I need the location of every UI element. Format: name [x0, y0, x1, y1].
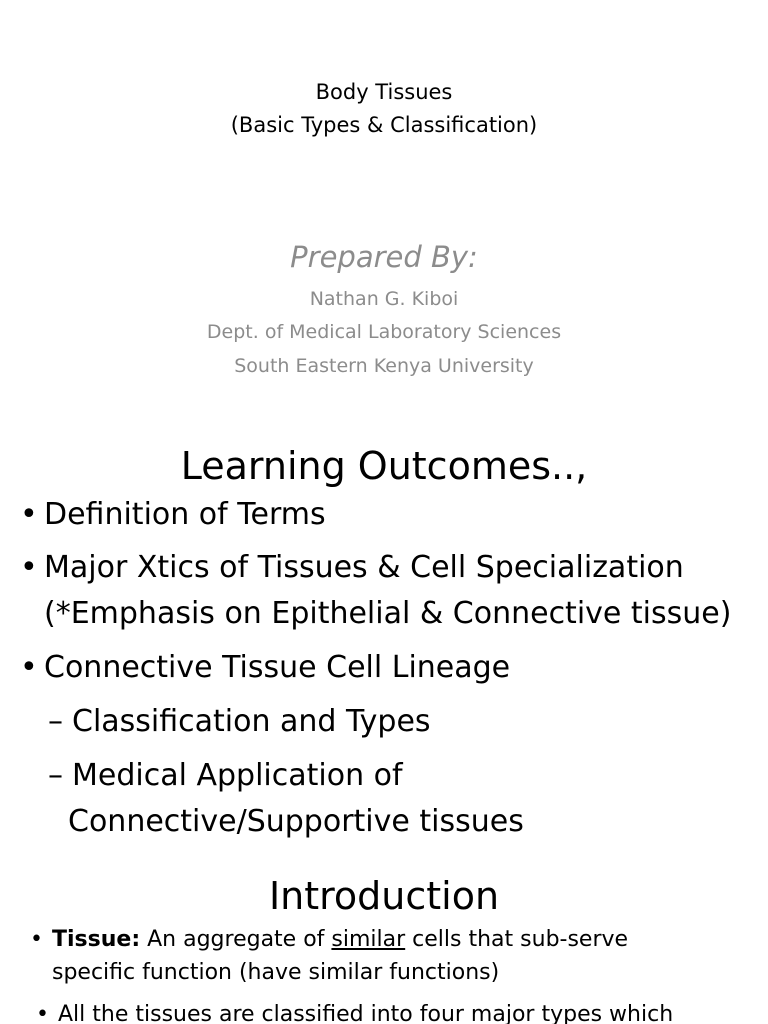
definition-line-2: specific function (have similar functions) — [52, 960, 500, 985]
author-department: Dept. of Medical Laboratory Sciences — [206, 321, 562, 343]
sub-item-text: Medical Application of — [72, 758, 403, 793]
sub-item-text: Connective/Supportive tissues — [68, 804, 524, 839]
dash-marker: – — [48, 704, 63, 739]
term-tissue: Tissue: — [52, 927, 141, 952]
bullet-dot: • — [20, 650, 38, 685]
intro-bullet-1 — [30, 923, 629, 956]
author-name: Nathan G. Kiboi — [309, 288, 459, 310]
definition-text-before: An aggregate of — [140, 927, 332, 952]
outcomes-title: Learning Outcomes.., — [180, 444, 588, 488]
outcome-text: (*Emphasis on Epithelial & Connective tissue) — [44, 596, 732, 631]
author-university: South Eastern Kenya University — [234, 355, 534, 377]
outcome-text: Major Xtics of Tissues & Cell Specialization — [44, 550, 684, 585]
dash-marker: – — [48, 758, 63, 793]
bullet-dot: • — [20, 550, 38, 585]
classification-text: All the tissues are classified into four major types which — [58, 1002, 674, 1024]
bullet-dot: • — [30, 927, 43, 952]
slide-title-line-2: (Basic Types & Classification) — [230, 113, 538, 137]
definition-text-after: cells that sub-serve — [405, 927, 629, 952]
intro-bullet-1-continuation — [52, 956, 499, 989]
slide-title-line-1: Body Tissues — [315, 80, 453, 104]
bullet-dot: • — [36, 1002, 49, 1024]
sub-item-text: Classification and Types — [72, 704, 431, 739]
underlined-word: similar — [331, 927, 406, 952]
bullet-dot: • — [20, 497, 38, 532]
outcome-text: Connective Tissue Cell Lineage — [44, 650, 511, 685]
intro-title: Introduction — [268, 874, 500, 918]
outcome-text: Definition of Terms — [44, 497, 326, 532]
intro-bullet-2 — [36, 998, 674, 1024]
prepared-by-label: Prepared By: — [290, 240, 478, 274]
